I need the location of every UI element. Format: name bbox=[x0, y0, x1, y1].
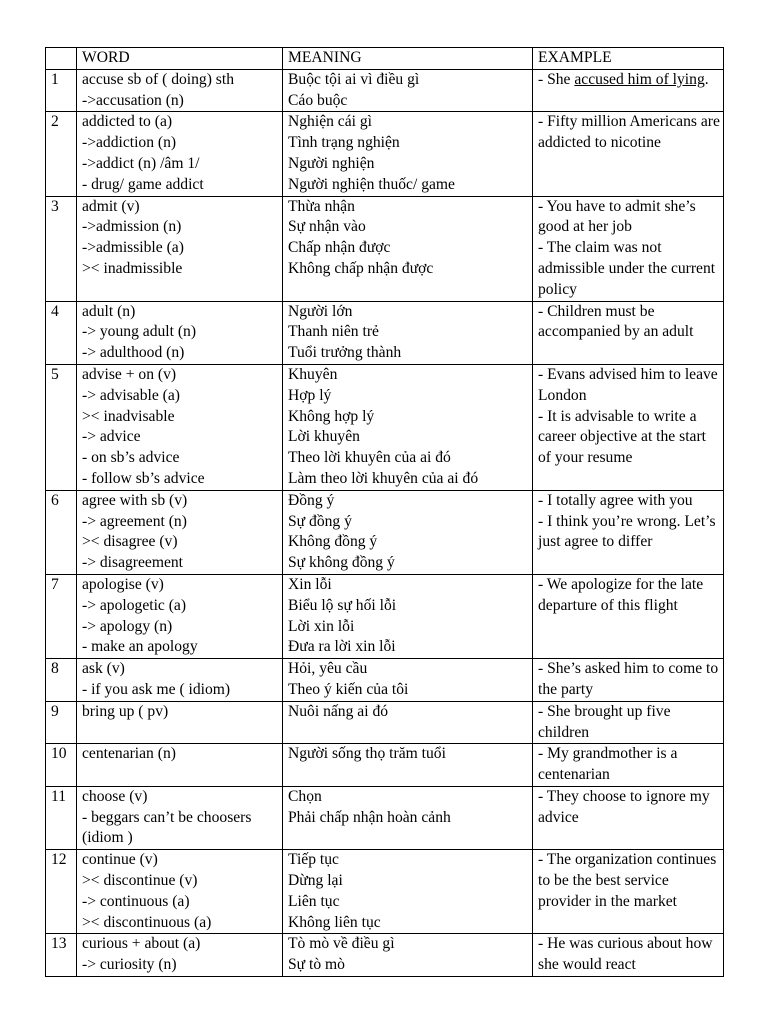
word-cell bbox=[77, 196, 283, 301]
table-row bbox=[46, 934, 724, 977]
table-row bbox=[46, 69, 724, 112]
word-line: - if you ask me ( idiom) bbox=[82, 680, 231, 698]
meaning-line: Dừng lại bbox=[288, 872, 343, 890]
example-sentence: - We apologize for the late departure of this flight bbox=[538, 575, 704, 614]
example-sentence: - It is advisable to write a career objective at the start of your resume bbox=[538, 407, 706, 467]
meaning-line: Đồng ý bbox=[288, 491, 335, 509]
table-row bbox=[46, 701, 724, 744]
word-line: (idiom ) bbox=[82, 829, 133, 847]
table-row bbox=[46, 850, 724, 934]
word-line: ->addict (n) /âm 1/ bbox=[82, 154, 200, 172]
example-cell bbox=[533, 659, 724, 702]
meaning-line: Khuyên bbox=[288, 365, 338, 383]
meaning-line: Nuôi nấng ai đó bbox=[288, 702, 389, 720]
meaning-cell bbox=[283, 69, 533, 112]
word-cell bbox=[77, 850, 283, 934]
word-line: -> curiosity (n) bbox=[82, 956, 177, 974]
row-number: 9 bbox=[46, 701, 77, 744]
meaning-cell bbox=[283, 701, 533, 744]
word-line: >< inadmissible bbox=[82, 259, 183, 277]
word-line: ->accusation (n) bbox=[82, 91, 184, 109]
example-sentence bbox=[538, 70, 721, 91]
word-line: bring up ( pv) bbox=[82, 702, 169, 720]
word-line: - follow sb’s advice bbox=[82, 469, 205, 487]
meaning-line: Hợp lý bbox=[288, 386, 332, 404]
meaning-line: Hỏi, yêu cầu bbox=[288, 660, 368, 678]
meaning-line: Tiếp tục bbox=[288, 851, 339, 869]
word-line: advise + on (v) bbox=[82, 365, 177, 383]
vocabulary-table bbox=[45, 47, 724, 977]
word-cell bbox=[77, 701, 283, 744]
word-line: accuse sb of ( doing) sth bbox=[82, 70, 235, 88]
meaning-line: Tình trạng nghiện bbox=[288, 134, 400, 152]
word-cell bbox=[77, 490, 283, 574]
example-underlined-text: accused him of lying bbox=[574, 70, 705, 88]
row-number: 11 bbox=[46, 786, 77, 849]
example-text: . bbox=[704, 70, 709, 88]
example-cell bbox=[533, 490, 724, 574]
meaning-line: Sự nhận vào bbox=[288, 218, 366, 236]
meaning-line: Sự không đồng ý bbox=[288, 554, 395, 572]
row-number: 7 bbox=[46, 574, 77, 658]
meaning-line: Cáo buộc bbox=[288, 91, 348, 109]
word-cell bbox=[77, 69, 283, 112]
vocabulary-rows bbox=[46, 69, 724, 976]
word-cell bbox=[77, 364, 283, 490]
meaning-line: Theo lời khuyên của ai đó bbox=[288, 449, 451, 467]
example-text: - She bbox=[538, 70, 575, 88]
meaning-line: Chọn bbox=[288, 787, 322, 805]
meaning-line: Thanh niên trẻ bbox=[288, 323, 379, 341]
vocabulary-sheet bbox=[45, 47, 723, 977]
table-row bbox=[46, 490, 724, 574]
word-cell bbox=[77, 112, 283, 196]
example-sentence: - The claim was not admissible under the current policy bbox=[538, 239, 716, 298]
meaning-line: Phải chấp nhận hoàn cảnh bbox=[288, 808, 451, 826]
word-line: centenarian (n) bbox=[82, 745, 176, 763]
meaning-cell bbox=[283, 112, 533, 196]
meaning-line: Theo ý kiến của tôi bbox=[288, 680, 409, 698]
table-row bbox=[46, 744, 724, 787]
table-row bbox=[46, 301, 724, 364]
word-line: ->admission (n) bbox=[82, 218, 182, 236]
meaning-line: Người sống thọ trăm tuổi bbox=[288, 745, 446, 763]
table-row bbox=[46, 112, 724, 196]
meaning-cell bbox=[283, 574, 533, 658]
word-line: - beggars can’t be choosers bbox=[82, 808, 252, 826]
example-sentence: - They choose to ignore my advice bbox=[538, 787, 710, 826]
meaning-line: Xin lỗi bbox=[288, 575, 332, 593]
meaning-line: Người nghiện thuốc/ game bbox=[288, 175, 455, 193]
word-cell bbox=[77, 744, 283, 787]
word-line: -> disagreement bbox=[82, 554, 184, 572]
table-row bbox=[46, 196, 724, 301]
meaning-cell bbox=[283, 934, 533, 977]
row-number: 1 bbox=[46, 69, 77, 112]
example-cell bbox=[533, 701, 724, 744]
word-cell bbox=[77, 934, 283, 977]
example-sentence: - He was curious about how she would react bbox=[538, 935, 713, 974]
header-example: EXAMPLE bbox=[533, 48, 724, 70]
example-cell bbox=[533, 196, 724, 301]
word-line: adult (n) bbox=[82, 302, 136, 320]
word-line: apologise (v) bbox=[82, 575, 164, 593]
example-sentence: - The organization continues to be the best service provider in the market bbox=[538, 851, 717, 910]
meaning-cell bbox=[283, 364, 533, 490]
row-number: 5 bbox=[46, 364, 77, 490]
word-line: >< discontinue (v) bbox=[82, 872, 198, 890]
word-line: addicted to (a) bbox=[82, 113, 173, 131]
meaning-cell bbox=[283, 744, 533, 787]
header-meaning: MEANING bbox=[283, 48, 533, 70]
word-line: agree with sb (v) bbox=[82, 491, 188, 509]
meaning-cell bbox=[283, 196, 533, 301]
example-sentence: - My grandmother is a centenarian bbox=[538, 745, 678, 784]
example-sentence: - You have to admit she’s good at her job bbox=[538, 197, 696, 236]
word-line: - make an apology bbox=[82, 638, 198, 656]
word-line: choose (v) bbox=[82, 787, 148, 805]
meaning-line: Sự đồng ý bbox=[288, 512, 352, 530]
example-sentence: - Children must be accompanied by an adult bbox=[538, 302, 694, 341]
meaning-line: Làm theo lời khuyên của ai đó bbox=[288, 469, 479, 487]
row-number: 3 bbox=[46, 196, 77, 301]
row-number: 10 bbox=[46, 744, 77, 787]
word-line: >< inadvisable bbox=[82, 407, 175, 425]
word-line: ->addiction (n) bbox=[82, 134, 177, 152]
example-sentence: - She’s asked him to come to the party bbox=[538, 660, 719, 698]
meaning-line: Tò mò về điều gì bbox=[288, 935, 395, 953]
table-row bbox=[46, 786, 724, 849]
word-line: - on sb’s advice bbox=[82, 449, 180, 467]
header-word: WORD bbox=[77, 48, 283, 70]
example-cell bbox=[533, 574, 724, 658]
example-sentence: - Evans advised him to leave London bbox=[538, 365, 718, 404]
word-line: - drug/ game addict bbox=[82, 175, 204, 193]
meaning-line: Lời khuyên bbox=[288, 428, 360, 446]
word-line: admit (v) bbox=[82, 197, 140, 215]
meaning-line: Buộc tội ai vì điều gì bbox=[288, 70, 420, 88]
row-number: 8 bbox=[46, 659, 77, 702]
example-cell bbox=[533, 364, 724, 490]
example-cell bbox=[533, 934, 724, 977]
example-cell bbox=[533, 301, 724, 364]
word-line: curious + about (a) bbox=[82, 935, 201, 953]
meaning-line: Người lớn bbox=[288, 302, 353, 320]
word-line: -> young adult (n) bbox=[82, 323, 197, 341]
meaning-line: Nghiện cái gì bbox=[288, 113, 373, 131]
meaning-line: Không chấp nhận được bbox=[288, 259, 434, 277]
meaning-line: Tuổi trưởng thành bbox=[288, 344, 402, 362]
row-number: 6 bbox=[46, 490, 77, 574]
meaning-line: Chấp nhận được bbox=[288, 239, 391, 257]
row-number: 12 bbox=[46, 850, 77, 934]
meaning-cell bbox=[283, 850, 533, 934]
example-cell bbox=[533, 744, 724, 787]
meaning-line: Thừa nhận bbox=[288, 197, 355, 215]
word-cell bbox=[77, 659, 283, 702]
example-sentence: - I think you’re wrong. Let’s just agree to differ bbox=[538, 512, 716, 551]
meaning-line: Không hợp lý bbox=[288, 407, 375, 425]
table-row bbox=[46, 574, 724, 658]
meaning-line: Sự tò mò bbox=[288, 956, 345, 974]
word-line: continue (v) bbox=[82, 851, 158, 869]
row-number: 2 bbox=[46, 112, 77, 196]
word-line: -> agreement (n) bbox=[82, 512, 187, 530]
meaning-line: Liên tục bbox=[288, 892, 340, 910]
word-line: -> advisable (a) bbox=[82, 386, 180, 404]
meaning-line: Đưa ra lời xin lỗi bbox=[288, 638, 396, 656]
header-number bbox=[46, 48, 77, 70]
example-sentence: - She brought up five children bbox=[538, 702, 671, 741]
meaning-line: Không liên tục bbox=[288, 913, 381, 931]
example-cell bbox=[533, 69, 724, 112]
word-line: -> continuous (a) bbox=[82, 892, 190, 910]
meaning-cell bbox=[283, 786, 533, 849]
word-line: -> adulthood (n) bbox=[82, 344, 185, 362]
meaning-cell bbox=[283, 301, 533, 364]
meaning-line: Lời xin lỗi bbox=[288, 617, 355, 635]
table-row bbox=[46, 364, 724, 490]
word-line: ->admissible (a) bbox=[82, 239, 184, 257]
row-number: 4 bbox=[46, 301, 77, 364]
meaning-line: Biểu lộ sự hối lỗi bbox=[288, 596, 397, 614]
word-line: ask (v) bbox=[82, 660, 125, 678]
word-cell bbox=[77, 301, 283, 364]
word-cell bbox=[77, 574, 283, 658]
table-row bbox=[46, 659, 724, 702]
meaning-line: Người nghiện bbox=[288, 154, 375, 172]
example-cell bbox=[533, 112, 724, 196]
example-sentence: - I totally agree with you bbox=[538, 491, 693, 509]
example-cell bbox=[533, 786, 724, 849]
word-cell bbox=[77, 786, 283, 849]
word-line: -> advice bbox=[82, 428, 141, 446]
word-line: >< discontinuous (a) bbox=[82, 913, 212, 931]
row-number: 13 bbox=[46, 934, 77, 977]
meaning-cell bbox=[283, 490, 533, 574]
meaning-line: Không đồng ý bbox=[288, 533, 378, 551]
header-row bbox=[46, 48, 724, 70]
word-line: -> apology (n) bbox=[82, 617, 173, 635]
word-line: -> apologetic (a) bbox=[82, 596, 187, 614]
example-sentence: - Fifty million Americans are addicted to nicotine bbox=[538, 113, 720, 152]
word-line: >< disagree (v) bbox=[82, 533, 178, 551]
example-cell bbox=[533, 850, 724, 934]
meaning-cell bbox=[283, 659, 533, 702]
